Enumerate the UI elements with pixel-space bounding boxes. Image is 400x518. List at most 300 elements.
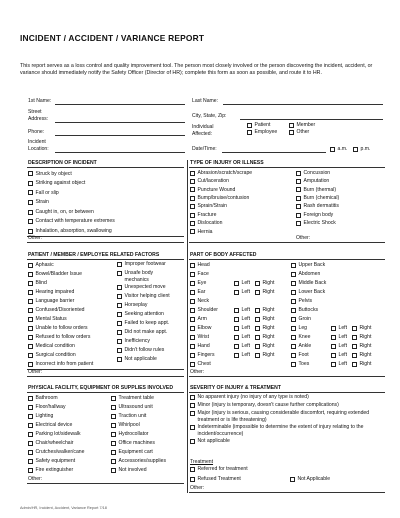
referred-checkbox[interactable]: Referred for treatment — [190, 466, 248, 473]
injury-list-2 — [296, 169, 339, 228]
intro-text: This report serves as a loss control and quality improvement tool. The person most closely involved or the person discovering the incident, accident, or variance should immediately notify the Safety Officer (Director of HR); complete this form as soon as possible, and route it to HR. — [20, 63, 373, 76]
description-item-checkbox[interactable] — [28, 179, 115, 189]
factor-item-checkbox[interactable] — [117, 311, 175, 320]
left-side-checkbox[interactable] — [234, 333, 255, 342]
right-side-checkbox[interactable] — [255, 333, 274, 342]
checkbox-box — [28, 468, 33, 473]
factor-item-checkbox[interactable] — [28, 279, 93, 288]
checkbox-box — [28, 335, 33, 340]
severity-item-checkbox[interactable] — [190, 438, 384, 446]
checkbox-box — [190, 403, 195, 408]
checkbox-box — [296, 196, 301, 201]
checkbox-label: Upper Back — [298, 262, 326, 269]
description-item-checkbox[interactable] — [28, 217, 115, 227]
checkbox-box — [117, 348, 122, 353]
checkbox-box — [291, 353, 296, 358]
description-item-checkbox[interactable] — [28, 207, 115, 217]
checkbox-label: Right — [262, 289, 275, 296]
checkbox-label: Ankle — [298, 343, 312, 350]
checkbox-label: Rash dermatitis — [303, 203, 339, 210]
checkbox-label: Medical condition — [35, 343, 75, 350]
checkbox-box — [190, 196, 195, 201]
checkbox-label: Lighting — [35, 413, 54, 420]
checkbox-label: Mental Status — [35, 316, 67, 323]
physical-item-checkbox[interactable] — [28, 466, 84, 475]
body-part-row — [291, 270, 371, 279]
checkbox-label: Accessories/supplies — [118, 458, 167, 465]
factor-item-checkbox[interactable] — [117, 356, 175, 365]
injury-item-checkbox[interactable] — [190, 211, 252, 219]
description-item-checkbox[interactable] — [28, 188, 115, 198]
physical-item-checkbox[interactable] — [28, 394, 84, 403]
physical-item-checkbox[interactable] — [28, 448, 84, 457]
factors-heading: PATIENT / MEMBER / EMPLOYEE RELATED FACTORS — [28, 252, 160, 258]
checkbox-label: Left — [241, 280, 250, 287]
last-name-field[interactable] — [223, 104, 383, 105]
body-part-row — [291, 324, 371, 333]
right-side-checkbox[interactable] — [352, 351, 371, 360]
checkbox-box — [190, 272, 195, 277]
checkbox-box — [190, 179, 195, 184]
physical-item-checkbox[interactable] — [28, 439, 84, 448]
datetime-label: Date/Time: — [192, 146, 217, 152]
pm-checkbox[interactable]: p.m. — [353, 146, 370, 153]
factors-list-2 — [117, 261, 175, 365]
injury-item-checkbox[interactable] — [296, 194, 339, 202]
physical-item-checkbox[interactable] — [111, 430, 166, 439]
factor-item-checkbox[interactable] — [117, 261, 175, 270]
checkbox-label: Leg — [298, 325, 307, 332]
physical-item-checkbox[interactable] — [28, 421, 84, 430]
checkbox-label: Hand — [197, 343, 210, 350]
body-part-checkbox[interactable] — [291, 333, 331, 342]
description-item-checkbox[interactable] — [28, 198, 115, 208]
checkbox-label: Lower Back — [298, 289, 326, 296]
factor-item-checkbox[interactable] — [28, 297, 93, 306]
body-part-checkbox[interactable] — [291, 297, 331, 306]
street-label: Street Address: — [28, 109, 49, 122]
right-side-checkbox[interactable] — [352, 360, 371, 369]
checkbox-box — [117, 339, 122, 344]
checkbox-label: Confused/Disoriented — [35, 307, 85, 314]
checkbox-label: Fingers — [197, 352, 215, 359]
physical-item-checkbox[interactable] — [28, 430, 84, 439]
body-part-checkbox[interactable] — [190, 288, 234, 297]
checkbox-label: Left — [241, 307, 250, 314]
physical-item-checkbox[interactable] — [28, 457, 84, 466]
checkbox-label: Left — [338, 325, 347, 332]
body-part-checkbox[interactable] — [291, 306, 331, 315]
body-part-row — [291, 333, 371, 342]
phone-label: Phone: — [28, 129, 45, 135]
checkbox-label: Office machines — [118, 440, 155, 447]
physical-list-1 — [28, 394, 84, 475]
severity-other-label: Other: — [190, 485, 205, 491]
checkbox-label: Did not make appt. — [124, 329, 168, 335]
right-side-checkbox[interactable] — [255, 288, 274, 297]
body-part-checkbox[interactable] — [291, 288, 331, 297]
factor-item-checkbox[interactable] — [117, 293, 175, 302]
physical-other-label: Other: — [28, 476, 43, 482]
checkbox-label: Face — [197, 271, 209, 278]
checkbox-box — [296, 221, 301, 226]
checkbox-label: Burn (thermal) — [303, 186, 337, 193]
checkbox-label: Parking lot/sidewalk — [35, 431, 81, 438]
body-heading: PART OF BODY AFFECTED — [190, 252, 257, 258]
body-part-checkbox[interactable] — [291, 360, 331, 369]
checkbox-label: Aphasic — [35, 262, 54, 269]
body-part-checkbox[interactable] — [291, 270, 331, 279]
right-side-checkbox[interactable] — [255, 279, 274, 288]
checkbox-box — [28, 459, 33, 464]
checkbox-label: Language barrier — [35, 298, 75, 305]
checkbox-box — [291, 263, 296, 268]
refused-checkbox[interactable]: Refused Treatment — [190, 476, 241, 483]
physical-item-checkbox[interactable] — [28, 412, 84, 421]
checkbox-box — [190, 229, 195, 234]
injury-type-heading: TYPE OF INJURY OR ILLNESS — [190, 160, 264, 166]
body-part-checkbox[interactable] — [190, 279, 234, 288]
injury-item-checkbox[interactable] — [296, 169, 339, 177]
checkbox-label: Electrical device — [35, 422, 73, 429]
body-part-checkbox[interactable] — [190, 360, 234, 369]
checkbox-box — [331, 326, 336, 331]
injury-item-checkbox[interactable] — [190, 219, 252, 227]
checkbox-box — [255, 335, 260, 340]
checkbox-box — [352, 362, 357, 367]
checkbox-box — [28, 200, 33, 205]
body-part-checkbox[interactable] — [190, 324, 234, 333]
first-name-label: 1st Name: — [28, 98, 52, 104]
checkbox-box — [28, 432, 33, 437]
checkbox-box — [255, 290, 260, 295]
injury-other-label: Other: — [296, 235, 311, 241]
checkbox-label: Amputation — [303, 178, 330, 185]
checkbox-box — [28, 450, 33, 455]
injury-item-checkbox[interactable] — [190, 194, 252, 202]
street-field[interactable] — [55, 122, 185, 123]
checkbox-box — [234, 281, 239, 286]
left-side-checkbox[interactable] — [331, 351, 352, 360]
checkbox-box — [190, 425, 195, 430]
body-part-checkbox[interactable] — [291, 261, 331, 270]
affected-member-checkbox[interactable]: Member — [289, 122, 315, 129]
checkbox-box — [28, 281, 33, 286]
checkbox-box — [28, 299, 33, 304]
checkbox-label: Elbow — [197, 325, 212, 332]
injury-item-checkbox[interactable] — [190, 169, 252, 177]
checkbox-box — [352, 353, 357, 358]
body-part-row — [291, 288, 371, 297]
physical-item-checkbox[interactable] — [111, 403, 166, 412]
checkbox-box — [28, 396, 33, 401]
injury-item-checkbox[interactable] — [190, 203, 252, 211]
checkbox-label: Fall or slip — [35, 189, 59, 196]
checkbox-label: Wrist — [197, 334, 210, 341]
factor-item-checkbox[interactable] — [28, 261, 93, 270]
checkbox-box — [331, 362, 336, 367]
checkbox-label: Pelvis — [298, 298, 313, 305]
injury-item-checkbox[interactable] — [296, 203, 339, 211]
body-part-checkbox[interactable] — [190, 351, 234, 360]
first-name-field[interactable] — [55, 104, 185, 105]
severity-item-checkbox[interactable] — [190, 424, 384, 438]
left-side-checkbox[interactable] — [331, 333, 352, 342]
checkbox-box — [28, 171, 33, 176]
left-side-checkbox[interactable] — [234, 306, 255, 315]
checkbox-label: Inhalation, absorption, swallowing — [35, 228, 112, 235]
right-side-checkbox[interactable] — [352, 333, 371, 342]
checkbox-box — [331, 344, 336, 349]
factor-item-checkbox[interactable] — [117, 320, 175, 329]
checkbox-label: Failed to keep appt. — [124, 320, 170, 326]
right-side-checkbox[interactable] — [352, 342, 371, 351]
checkbox-box — [234, 326, 239, 331]
checkbox-label: Head — [197, 262, 210, 269]
right-side-checkbox[interactable] — [255, 342, 274, 351]
checkbox-box — [111, 468, 116, 473]
factor-item-checkbox[interactable] — [28, 360, 93, 369]
checkbox-label: Crutches/walker/cane — [35, 449, 85, 456]
checkbox-box — [28, 272, 33, 277]
body-part-checkbox[interactable] — [291, 351, 331, 360]
checkbox-box — [331, 353, 336, 358]
checkbox-box — [111, 450, 116, 455]
checkbox-label: Incorrect info from patient — [35, 361, 94, 368]
injury-list-1 — [190, 169, 252, 236]
factor-item-checkbox[interactable] — [28, 315, 93, 324]
physical-list-2 — [111, 394, 166, 475]
affected-patient-checkbox[interactable]: Patient — [247, 122, 270, 129]
body-part-row — [190, 351, 274, 360]
factor-item-checkbox[interactable] — [117, 347, 175, 356]
checkbox-box — [291, 308, 296, 313]
checkbox-label: Right — [262, 352, 275, 359]
physical-item-checkbox[interactable] — [111, 412, 166, 421]
checkbox-label: Right — [359, 343, 372, 350]
checkbox-label: Electric Shock — [303, 220, 336, 227]
checkbox-label: Left — [241, 352, 250, 359]
city-field[interactable] — [240, 119, 383, 120]
checkbox-box — [111, 423, 116, 428]
injury-item-checkbox[interactable] — [296, 186, 339, 194]
checkbox-box — [111, 459, 116, 464]
body-part-row — [190, 270, 274, 279]
checkbox-label: Striking against object — [35, 180, 86, 187]
right-side-checkbox[interactable] — [255, 315, 274, 324]
checkbox-label: Right — [359, 352, 372, 359]
checkbox-box — [111, 432, 116, 437]
incident-location-field[interactable] — [55, 152, 185, 153]
checkbox-box — [190, 171, 195, 176]
checkbox-label: Right — [359, 325, 372, 332]
left-side-checkbox[interactable] — [331, 342, 352, 351]
body-part-checkbox[interactable] — [190, 342, 234, 351]
factor-item-checkbox[interactable] — [117, 302, 175, 311]
checkbox-box — [28, 344, 33, 349]
body-part-checkbox[interactable] — [291, 342, 331, 351]
checkbox-label: Right — [262, 334, 275, 341]
checkbox-box — [28, 317, 33, 322]
injury-item-checkbox[interactable] — [190, 186, 252, 194]
body-part-checkbox[interactable] — [190, 270, 234, 279]
checkbox-box — [190, 263, 195, 268]
checkbox-box — [291, 272, 296, 277]
am-checkbox[interactable]: a.m. — [330, 146, 347, 153]
left-side-checkbox[interactable] — [234, 315, 255, 324]
right-side-checkbox[interactable] — [255, 306, 274, 315]
checkbox-label: Shoulder — [197, 307, 218, 314]
injury-item-checkbox[interactable] — [190, 228, 252, 236]
checkbox-box — [331, 335, 336, 340]
physical-item-checkbox[interactable] — [111, 448, 166, 457]
left-side-checkbox[interactable] — [234, 324, 255, 333]
body-part-checkbox[interactable] — [291, 324, 331, 333]
factor-item-checkbox[interactable] — [28, 288, 93, 297]
severity-list — [190, 394, 384, 446]
checkbox-box — [291, 281, 296, 286]
checkbox-box — [291, 290, 296, 295]
factor-item-checkbox[interactable] — [117, 338, 175, 347]
checkbox-box — [190, 335, 195, 340]
checkbox-box — [28, 353, 33, 358]
left-side-checkbox[interactable] — [331, 360, 352, 369]
not-applicable-treatment-checkbox[interactable]: Not Applicable — [290, 476, 330, 483]
checkbox-label: Not applicable — [124, 356, 157, 362]
body-part-checkbox[interactable] — [190, 261, 234, 270]
severity-item-checkbox[interactable] — [190, 410, 384, 424]
checkbox-box — [291, 344, 296, 349]
body-part-checkbox[interactable] — [190, 297, 234, 306]
right-side-checkbox[interactable] — [255, 324, 274, 333]
checkbox-label: Whirlpool — [118, 422, 140, 429]
factor-item-checkbox[interactable] — [28, 351, 93, 360]
checkbox-box — [117, 330, 122, 335]
checkbox-box — [190, 213, 195, 218]
factor-item-checkbox[interactable] — [28, 270, 93, 279]
affected-employee-checkbox[interactable]: Employee — [247, 129, 277, 136]
checkbox-label: Left — [241, 325, 250, 332]
checkbox-label: Right — [359, 361, 372, 368]
checkbox-box — [28, 181, 33, 186]
factor-item-checkbox[interactable] — [117, 329, 175, 338]
injury-item-checkbox[interactable] — [190, 177, 252, 185]
body-part-row — [190, 306, 274, 315]
checkbox-box — [255, 326, 260, 331]
datetime-field[interactable] — [222, 152, 326, 153]
left-side-checkbox[interactable] — [234, 288, 255, 297]
body-other-label: Other: — [190, 369, 205, 375]
checkbox-label: Buttocks — [298, 307, 319, 314]
checkbox-label: Foreign body — [303, 211, 334, 218]
checkbox-box — [190, 439, 195, 444]
checkbox-box — [28, 263, 33, 268]
factor-item-checkbox[interactable] — [28, 324, 93, 333]
body-part-checkbox[interactable] — [291, 315, 331, 324]
left-side-checkbox[interactable] — [234, 279, 255, 288]
body-part-row — [291, 315, 371, 324]
checkbox-box — [190, 187, 195, 192]
checkbox-label: Bathroom — [35, 395, 58, 402]
injury-item-checkbox[interactable] — [296, 177, 339, 185]
physical-item-checkbox[interactable] — [111, 466, 166, 475]
checkbox-box — [234, 308, 239, 313]
body-part-checkbox[interactable] — [291, 279, 331, 288]
body-part-checkbox[interactable] — [190, 315, 234, 324]
checkbox-label: Horseplay — [124, 302, 148, 308]
checkbox-label: Right — [262, 343, 275, 350]
right-side-checkbox[interactable] — [352, 324, 371, 333]
checkbox-box — [352, 335, 357, 340]
checkbox-box — [296, 213, 301, 218]
checkbox-box — [234, 290, 239, 295]
checkbox-label: Chest — [197, 361, 211, 368]
severity-item-checkbox[interactable] — [190, 402, 384, 410]
left-side-checkbox[interactable] — [234, 351, 255, 360]
checkbox-label: Struck by object — [35, 170, 72, 177]
checkbox-box — [255, 308, 260, 313]
factor-item-checkbox[interactable] — [117, 270, 175, 284]
physical-item-checkbox[interactable] — [28, 403, 84, 412]
body-part-row — [291, 351, 371, 360]
checkbox-box — [190, 290, 195, 295]
severity-item-checkbox[interactable] — [190, 394, 384, 402]
body-part-row — [190, 288, 274, 297]
factor-item-checkbox[interactable] — [28, 306, 93, 315]
body-part-row — [190, 342, 274, 351]
injury-item-checkbox[interactable] — [296, 219, 339, 227]
checkbox-label: Contact with temperature extremes — [35, 218, 115, 225]
checkbox-label: Left — [241, 316, 250, 323]
body-part-checkbox[interactable] — [190, 333, 234, 342]
body-part-row — [190, 279, 274, 288]
phone-field[interactable] — [55, 135, 185, 136]
affected-other-checkbox[interactable]: Other — [289, 129, 309, 136]
checkbox-label: Chair/wheelchair — [35, 440, 74, 447]
factors-list-1 — [28, 261, 93, 369]
left-side-checkbox[interactable] — [331, 324, 352, 333]
physical-item-checkbox[interactable] — [111, 457, 166, 466]
right-side-checkbox[interactable] — [255, 351, 274, 360]
factor-item-checkbox[interactable] — [28, 342, 93, 351]
factor-item-checkbox[interactable] — [117, 284, 175, 293]
physical-item-checkbox[interactable] — [111, 421, 166, 430]
checkbox-label: Hearing impaired — [35, 289, 75, 296]
checkbox-box — [117, 357, 122, 362]
checkbox-box — [190, 204, 195, 209]
body-part-checkbox[interactable] — [190, 306, 234, 315]
description-item-checkbox[interactable] — [28, 169, 115, 179]
checkbox-box — [291, 362, 296, 367]
checkbox-label: Indeterminable (impossible to determine the extent of injury relating to the incident/occurrence) — [197, 424, 364, 437]
checkbox-box — [296, 171, 301, 176]
checkbox-box — [296, 179, 301, 184]
checkbox-box — [117, 262, 122, 267]
physical-item-checkbox[interactable] — [111, 439, 166, 448]
checkbox-label: Strain — [35, 199, 49, 206]
left-side-checkbox[interactable] — [234, 342, 255, 351]
physical-item-checkbox[interactable] — [111, 394, 166, 403]
factor-item-checkbox[interactable] — [28, 333, 93, 342]
checkbox-box — [190, 353, 195, 358]
checkbox-box — [190, 299, 195, 304]
checkbox-box — [28, 362, 33, 367]
injury-item-checkbox[interactable] — [296, 211, 339, 219]
checkbox-box — [291, 326, 296, 331]
checkbox-box — [296, 187, 301, 192]
body-part-row — [190, 333, 274, 342]
checkbox-label: Knee — [298, 334, 311, 341]
